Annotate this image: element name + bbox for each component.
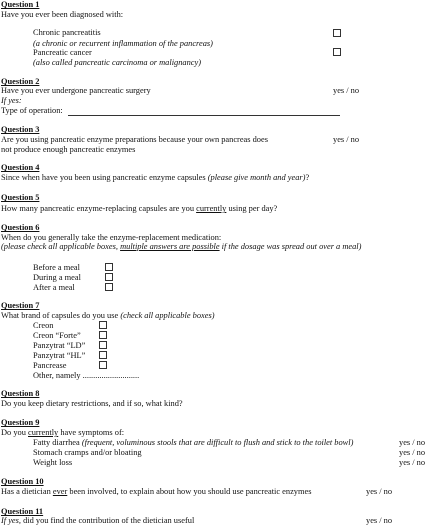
q6-checkbox-before-meal[interactable] [105, 263, 113, 271]
q10-yes-no[interactable]: yes / no [366, 487, 393, 496]
q9-yes-no-fatty-diarrhea[interactable]: yes / no [399, 438, 426, 447]
q4-text: Since when have you been using pancreatic enzyme capsules (please give month and year)? [1, 173, 310, 182]
q7-option-other[interactable]: Other, namely ........................... [33, 371, 140, 380]
q8-heading: Question 8 [1, 389, 40, 398]
q9-symptom-fatty-diarrhea: Fatty diarrhea (frequent, voluminous stools that are difficult to flush and stick to the toilet bowl) [33, 438, 354, 447]
q2-type-label: Type of operation: [1, 106, 63, 115]
q6-option-before-meal: Before a meal [33, 263, 80, 272]
q6-heading: Question 6 [1, 223, 40, 232]
q2-operation-answer-line[interactable] [68, 115, 340, 116]
q7-checkbox-creon[interactable] [99, 321, 107, 329]
q9-text: Do you currently have symptoms of: [1, 428, 125, 437]
q2-yes-no[interactable]: yes / no [333, 86, 360, 95]
q9-symptom-weight-loss: Weight loss [33, 458, 73, 467]
q7-checkbox-creon-forte[interactable] [99, 331, 107, 339]
q9-heading: Question 9 [1, 418, 40, 427]
q1-checkbox-chronic-pancreatitis[interactable] [333, 29, 341, 37]
q6-option-after-meal: After a meal [33, 283, 75, 292]
q7-heading: Question 7 [1, 301, 40, 310]
q1-option-note: (a chronic or recurrent inflammation of the pancreas) [33, 39, 213, 48]
q7-option-panzytrat-hl: Panzytrat “HL” [33, 351, 86, 360]
q6-note: (please check all applicable boxes, multiple answers are possible if the dosage was spread out over a meal) [1, 242, 362, 251]
q6-checkbox-during-meal[interactable] [105, 273, 113, 281]
q7-text: What brand of capsules do you use (check all applicable boxes) [1, 311, 215, 320]
q10-text: Has a dietician ever been involved, to explain about how you should use pancreatic enzymes [1, 487, 312, 496]
q10-heading: Question 10 [1, 477, 44, 486]
q7-option-creon: Creon [33, 321, 54, 330]
q1-option-pancreatic-cancer: Pancreatic cancer [33, 48, 92, 57]
q8-text: Do you keep dietary restrictions, and if so, what kind? [1, 399, 183, 408]
q9-yes-no-stomach-cramps[interactable]: yes / no [399, 448, 426, 457]
q7-checkbox-panzytrat-ld[interactable] [99, 341, 107, 349]
q1-option-chronic-pancreatitis: Chronic pancreatitis [33, 28, 101, 37]
q6-checkbox-after-meal[interactable] [105, 283, 113, 291]
q9-yes-no-weight-loss[interactable]: yes / no [399, 458, 426, 467]
q3-heading: Question 3 [1, 125, 40, 134]
q2-text: Have you ever undergone pancreatic surgery [1, 86, 151, 95]
q9-symptom-stomach-cramps: Stomach cramps and/or bloating [33, 448, 142, 457]
q3-line1: Are you using pancreatic enzyme preparations because your own pancreas does [1, 135, 268, 144]
q6-text: When do you generally take the enzyme-replacement medication: [1, 233, 222, 242]
q1-text: Have you ever been diagnosed with: [1, 10, 124, 19]
q7-option-panzytrat-ld: Panzytrat “LD” [33, 341, 86, 350]
q7-checkbox-panzytrat-hl[interactable] [99, 351, 107, 359]
q3-yes-no[interactable]: yes / no [333, 135, 360, 144]
q6-option-during-meal: During a meal [33, 273, 81, 282]
q11-text: If yes, did you find the contribution of the dietician useful [1, 516, 195, 525]
q1-heading: Question 1 [1, 0, 40, 9]
q2-if-yes: If yes: [1, 96, 22, 105]
q5-text: How many pancreatic enzyme-replacing capsules are you currently using per day? [1, 204, 278, 213]
q7-checkbox-pancrease[interactable] [99, 361, 107, 369]
q5-heading: Question 5 [1, 193, 40, 202]
q1-checkbox-pancreatic-cancer[interactable] [333, 48, 341, 56]
q1-option-note: (also called pancreatic carcinoma or malignancy) [33, 58, 202, 67]
q11-heading: Question 11 [1, 507, 44, 516]
q2-heading: Question 2 [1, 77, 40, 86]
q7-option-pancrease: Pancrease [33, 361, 67, 370]
q3-line2: not produce enough pancreatic enzymes [1, 145, 136, 154]
q11-yes-no[interactable]: yes / no [366, 516, 393, 525]
q7-option-creon-forte: Creon “Forte” [33, 331, 81, 340]
q4-heading: Question 4 [1, 163, 40, 172]
